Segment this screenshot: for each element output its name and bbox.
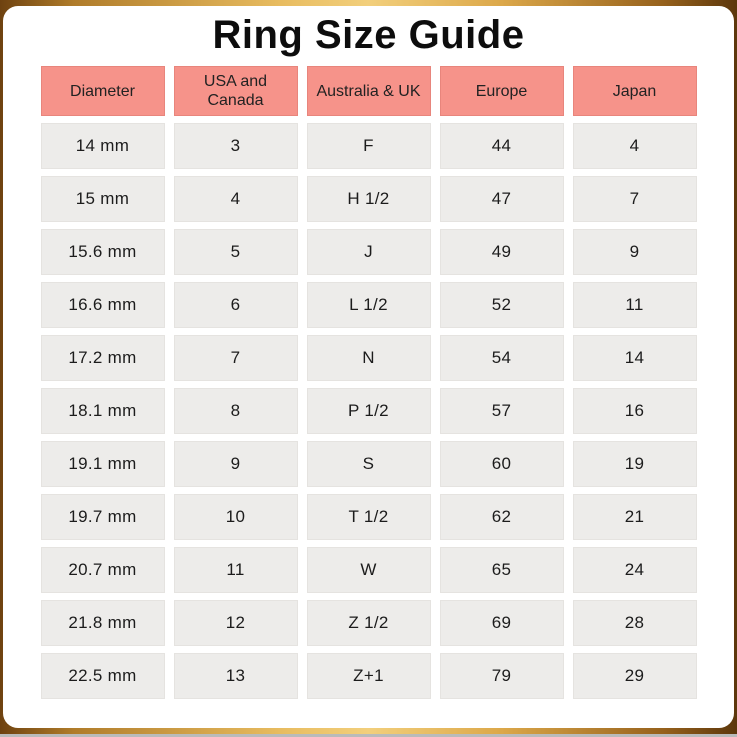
table-cell: 57 (440, 388, 564, 434)
table-cell: 5 (174, 229, 298, 275)
table-cell: Z 1/2 (307, 600, 431, 646)
table-cell: 19.7 mm (41, 494, 165, 540)
table-row (41, 600, 697, 646)
table-cell: 14 (573, 335, 697, 381)
table-cell: W (307, 547, 431, 593)
table-cell: 22.5 mm (41, 653, 165, 699)
table-cell: 44 (440, 123, 564, 169)
table-cell: 11 (573, 282, 697, 328)
table-cell: 28 (573, 600, 697, 646)
table-row (41, 282, 697, 328)
table-cell: 19 (573, 441, 697, 487)
table-row (41, 123, 697, 169)
table-cell: 24 (573, 547, 697, 593)
table-cell: 49 (440, 229, 564, 275)
table-cell: 21.8 mm (41, 600, 165, 646)
table-row (41, 335, 697, 381)
table-body (41, 123, 697, 699)
table-row (41, 494, 697, 540)
table-cell: 21 (573, 494, 697, 540)
table-cell: 9 (573, 229, 697, 275)
table-cell: Z+1 (307, 653, 431, 699)
table-cell: 65 (440, 547, 564, 593)
table-cell: S (307, 441, 431, 487)
table-cell: F (307, 123, 431, 169)
card-background (3, 6, 734, 728)
table-row (41, 441, 697, 487)
table-header (41, 66, 697, 116)
table-cell: N (307, 335, 431, 381)
table-row (41, 229, 697, 275)
table-cell: L 1/2 (307, 282, 431, 328)
table-cell: 6 (174, 282, 298, 328)
table-cell: 3 (174, 123, 298, 169)
table-cell: 16 (573, 388, 697, 434)
column-header-diameter: Diameter (41, 66, 165, 116)
table-cell: 54 (440, 335, 564, 381)
table-cell: 60 (440, 441, 564, 487)
table-cell: 15.6 mm (41, 229, 165, 275)
table-cell: H 1/2 (307, 176, 431, 222)
table-cell: 10 (174, 494, 298, 540)
column-header-europe: Europe (440, 66, 564, 116)
table-cell: 13 (174, 653, 298, 699)
table-row (41, 547, 697, 593)
table-cell: P 1/2 (307, 388, 431, 434)
page-title: Ring Size Guide (212, 13, 525, 57)
table-cell: J (307, 229, 431, 275)
table-cell: 52 (440, 282, 564, 328)
table-cell: 15 mm (41, 176, 165, 222)
table-cell: 18.1 mm (41, 388, 165, 434)
table-cell: 11 (174, 547, 298, 593)
table-cell: 16.6 mm (41, 282, 165, 328)
table-cell: 7 (573, 176, 697, 222)
table-cell: 8 (174, 388, 298, 434)
table-row (41, 176, 697, 222)
table-cell: T 1/2 (307, 494, 431, 540)
table-cell: 14 mm (41, 123, 165, 169)
table-cell: 7 (174, 335, 298, 381)
table-row (41, 388, 697, 434)
table-cell: 12 (174, 600, 298, 646)
table-cell: 69 (440, 600, 564, 646)
table-cell: 79 (440, 653, 564, 699)
table-cell: 4 (573, 123, 697, 169)
table-row (41, 653, 697, 699)
table-cell: 4 (174, 176, 298, 222)
table-cell: 62 (440, 494, 564, 540)
column-header-australia-uk: Australia & UK (307, 66, 431, 116)
table-cell: 47 (440, 176, 564, 222)
table-cell: 29 (573, 653, 697, 699)
table-cell: 20.7 mm (41, 547, 165, 593)
ring-size-table (32, 59, 706, 706)
column-header-japan: Japan (573, 66, 697, 116)
table-cell: 9 (174, 441, 298, 487)
table-cell: 17.2 mm (41, 335, 165, 381)
table-header-row (41, 66, 697, 116)
column-header-usa-canada: USA and Canada (174, 66, 298, 116)
table-cell: 19.1 mm (41, 441, 165, 487)
